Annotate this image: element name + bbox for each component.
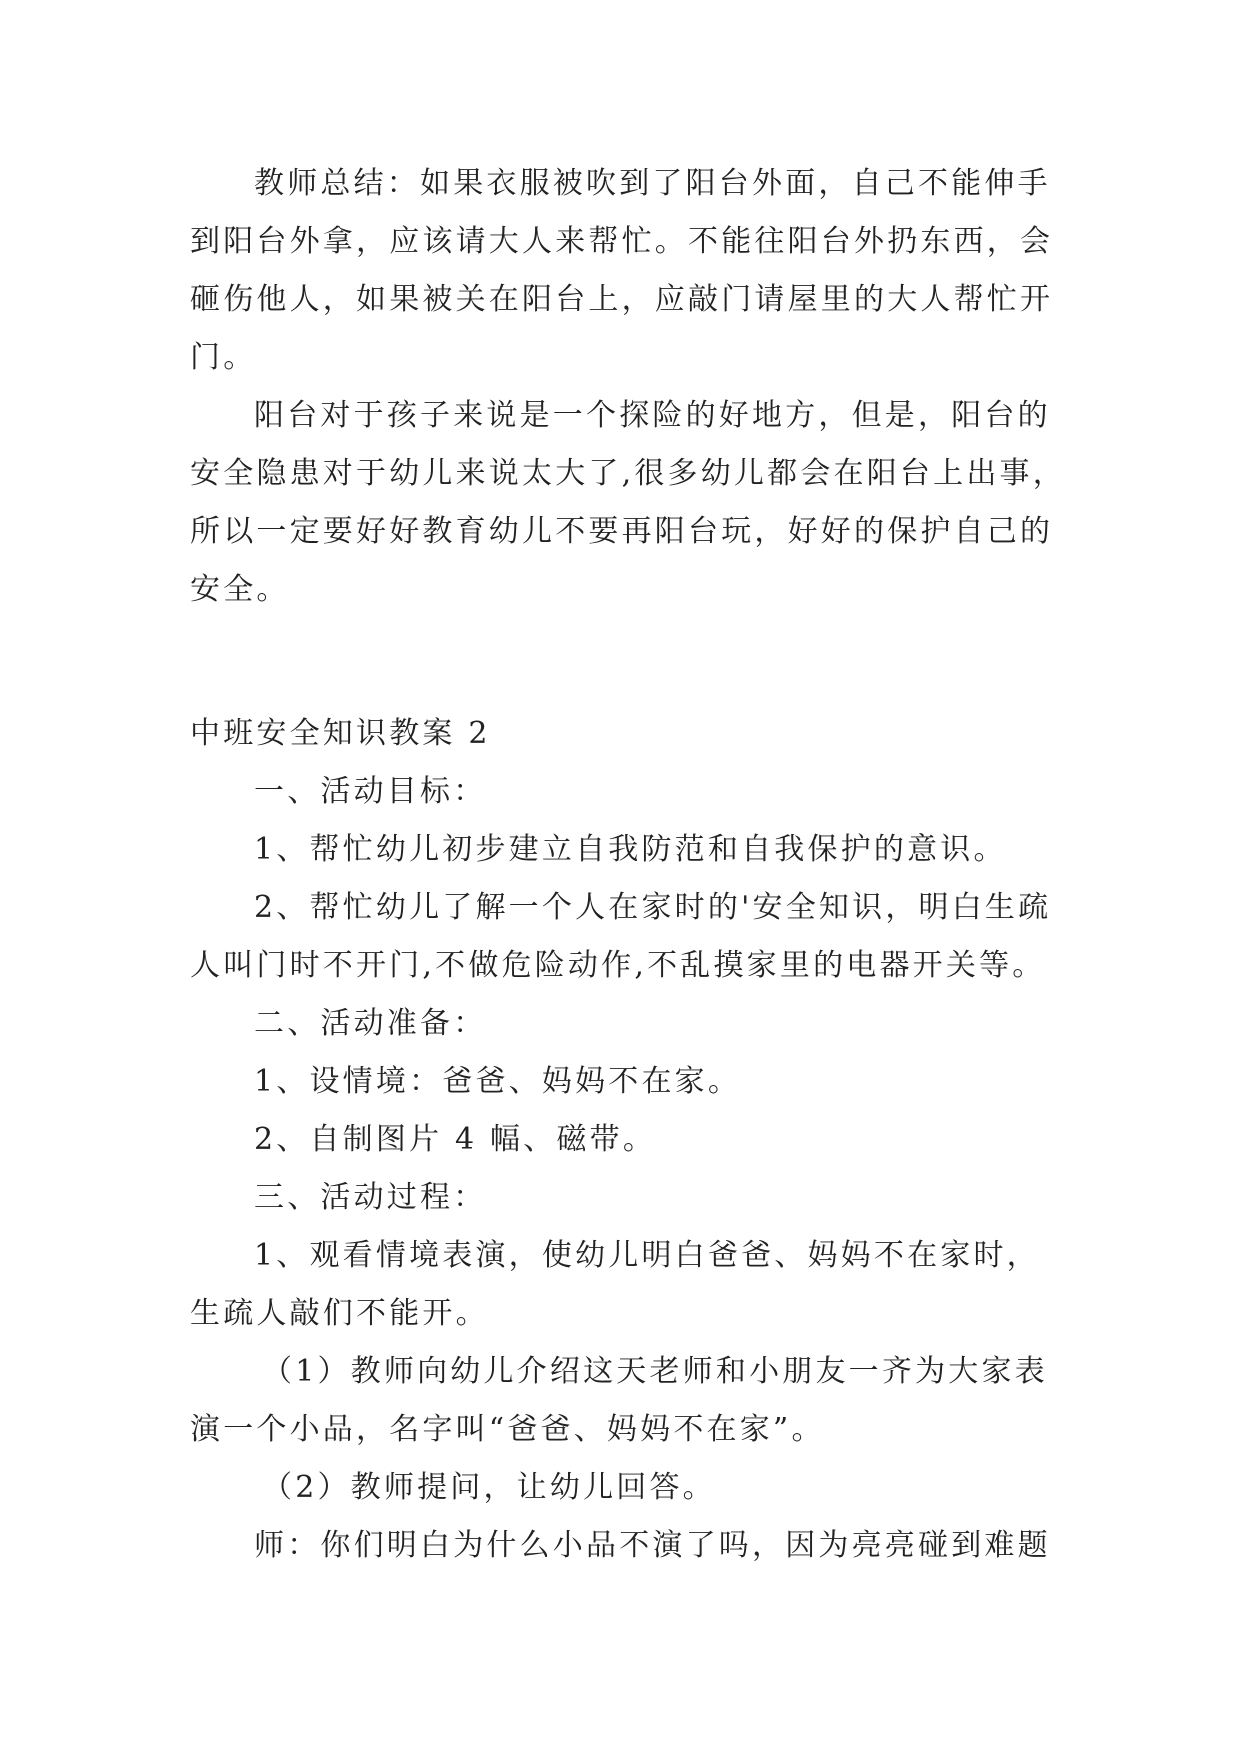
text-line: 人叫门时不开门,不做危险动作,不乱摸家里的电器开关等。 [190, 948, 1046, 983]
text-line: 1、观看情境表演，使幼儿明白爸爸、妈妈不在家时， [254, 1238, 1040, 1273]
list-item [190, 1227, 1051, 1343]
paragraph [190, 387, 1066, 619]
text-line: 演一个小品，名字叫“爸爸、妈妈不在家”。 [190, 1412, 825, 1447]
text-line: 所以一定要好好教育幼儿不要再阳台玩，好好的保护自己的 [190, 514, 1054, 549]
heading-goals: 一、活动目标： [254, 774, 487, 809]
heading-preparation: 二、活动准备： [254, 1006, 487, 1041]
text-line: 教师总结：如果衣服被吹到了阳台外面，自己不能伸手 [254, 166, 1051, 201]
text-line: 安全隐患对于幼儿来说太大了,很多幼儿都会在阳台上出事， [190, 456, 1066, 491]
text-line: 安全。 [190, 572, 290, 607]
section-title: 中班安全知识教案 2 [190, 716, 491, 751]
list-item [190, 879, 1051, 995]
sub-list-item [190, 1343, 1051, 1459]
text-line: 阳台对于孩子来说是一个探险的好地方，但是，阳台的 [254, 398, 1051, 433]
text-line: 生疏人敲们不能开。 [190, 1296, 489, 1331]
sub-list-item: （2）教师提问，让幼儿回答。 [262, 1470, 716, 1505]
text-line: （1）教师向幼儿介绍这天老师和小朋友一齐为大家表 [262, 1354, 1048, 1389]
heading-process: 三、活动过程： [254, 1180, 487, 1215]
text-line: 门。 [190, 340, 257, 375]
list-item: 1、帮忙幼儿初步建立自我防范和自我保护的意识。 [254, 832, 1007, 867]
list-item: 2、自制图片 4 幅、磁带。 [254, 1122, 657, 1157]
list-item: 1、设情境：爸爸、妈妈不在家。 [254, 1064, 742, 1099]
paragraph [190, 155, 1054, 387]
dialogue-line: 师：你们明白为什么小品不演了吗，因为亮亮碰到难题 [254, 1528, 1051, 1563]
text-line: 砸伤他人，如果被关在阳台上，应敲门请屋里的大人帮忙开 [190, 282, 1054, 317]
text-line: 2、帮忙幼儿了解一个人在家时的'安全知识，明白生疏 [254, 890, 1052, 925]
section-gap [190, 619, 1051, 705]
text-line: 到阳台外拿，应该请大人来帮忙。不能往阳台外扔东西，会 [190, 224, 1054, 259]
